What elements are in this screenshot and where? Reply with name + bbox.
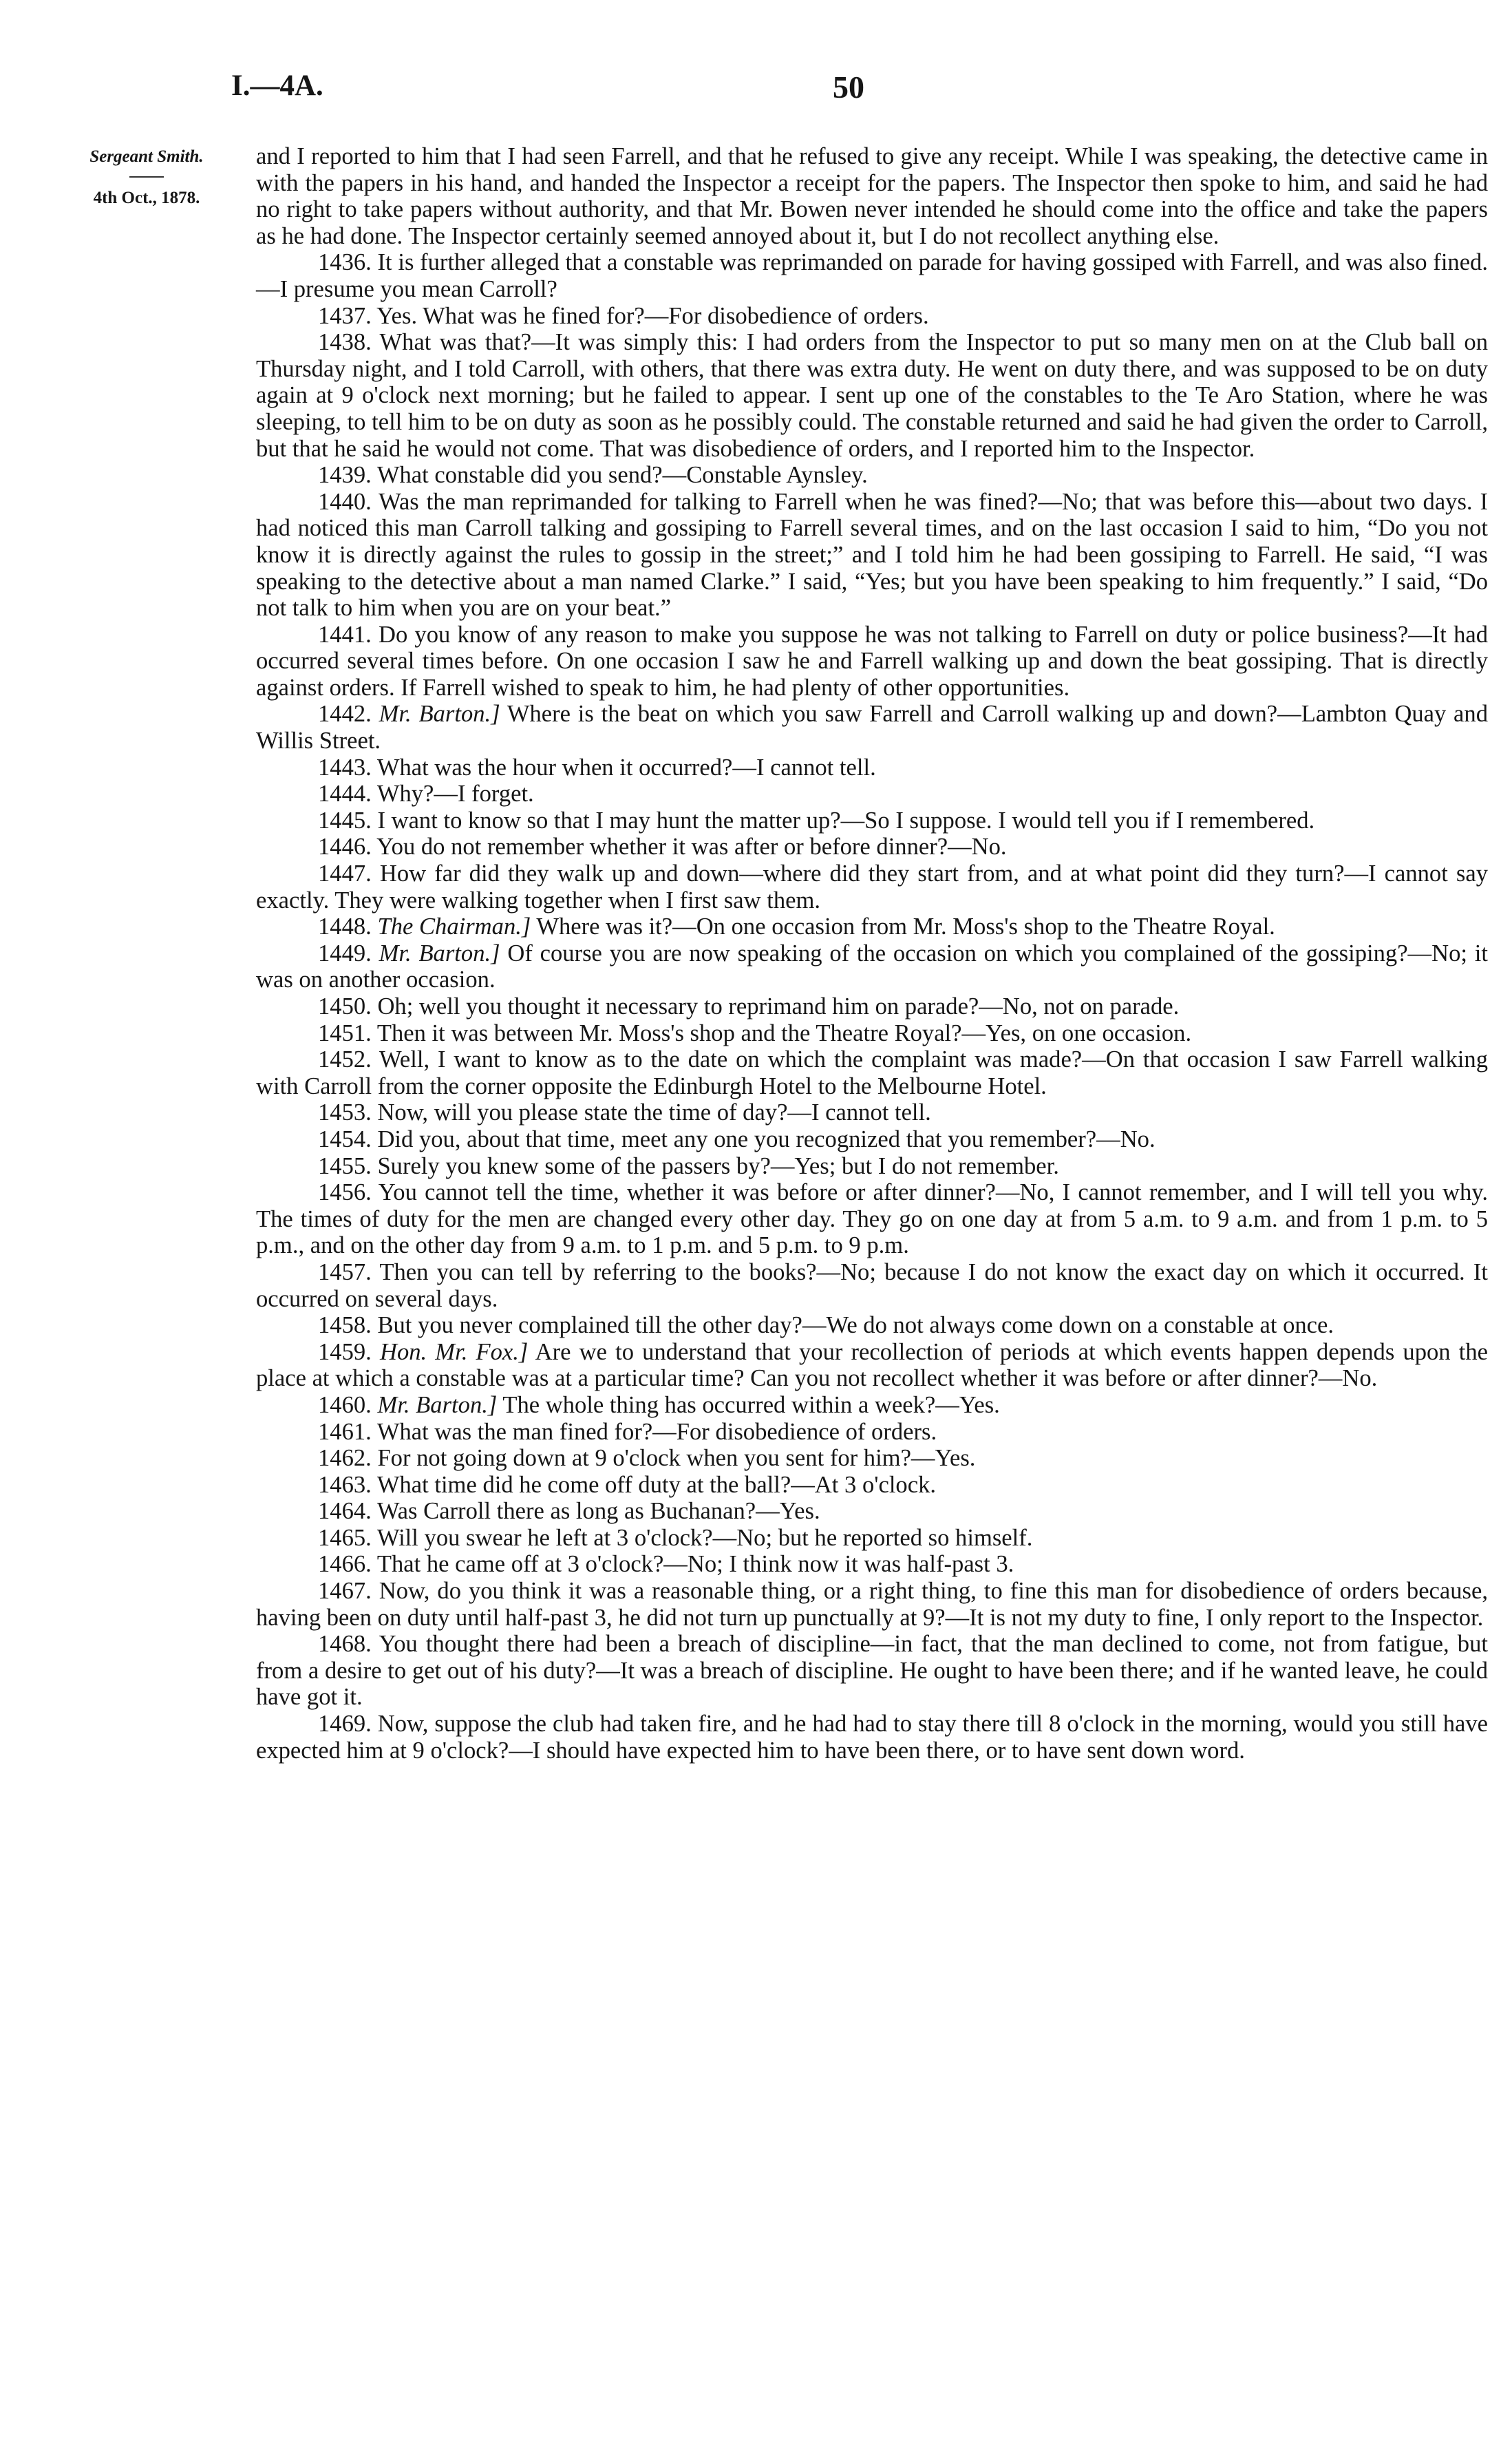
margin-note: [54, 146, 239, 209]
paragraph-text: Of course you are now speaking of the occasion on which you complained of the gossiping?—No; it was on another occasion.: [256, 940, 1488, 993]
paragraph-text: 1450. Oh; well you thought it necessary to reprimand him on parade?—No, not on parade.: [318, 993, 1180, 1020]
paragraph: [256, 1259, 1488, 1312]
paragraph-text: 1439. What constable did you send?—Constable Aynsley.: [318, 462, 868, 489]
paragraph: [256, 781, 1488, 807]
paragraph: [256, 914, 1488, 940]
paragraph: [256, 1551, 1488, 1578]
paragraph: [256, 1525, 1488, 1552]
speaker-label: Mr. Barton.]: [379, 701, 500, 728]
paragraph: [256, 1498, 1488, 1525]
paragraph: [256, 1472, 1488, 1499]
paragraph-text: 1464. Was Carroll there as long as Buchanan?—Yes.: [318, 1498, 820, 1525]
paragraph: [256, 993, 1488, 1020]
paragraph-text: and I reported to him that I had seen Farrell, and that he refused to give any receipt. While I was speaking, the detective came in with the papers in his hand, and handed the Inspector a receipt for the papers. The Inspector then spoke to him, and said he had no right to take papers without authority, and that Mr. Bowen never intended he should come into the office and take the papers as he had done. The Inspector certainly seemed annoyed about it, but I do not recollect anything else.: [256, 143, 1488, 249]
question-number: 1459.: [318, 1338, 372, 1365]
paragraph-text: 1458. But you never complained till the other day?—We do not always come down on a constable at once.: [318, 1312, 1334, 1339]
question-number: 1448.: [318, 914, 372, 940]
paragraph-text: 1469. Now, suppose the club had taken fire, and he had had to stay there till 8 o'clock in the morning, would you still have expected him at 9 o'clock?—I should have expected him to have been there, or to have sent down word.: [256, 1711, 1488, 1764]
paragraph-text: 1456. You cannot tell the time, whether it was before or after dinner?—No, I cannot remember, and I will tell you why. The times of duty for the men are changed every other day. They go on one day at from 5 a.m. to 9 a.m. and from 1 p.m. to 5 p.m., and on the other day from 9 a.m. to 1 p.m. and 5 p.m. to 9 p.m.: [256, 1179, 1488, 1259]
question-number: 1449.: [318, 940, 372, 967]
paragraph: [256, 1631, 1488, 1711]
paragraph-text: 1454. Did you, about that time, meet any one you recognized that you remember?—No.: [318, 1126, 1156, 1152]
speaker-label: The Chairman.]: [377, 914, 531, 940]
paragraph-text: Where was it?—On one occasion from Mr. Moss's shop to the Theatre Royal.: [536, 914, 1275, 940]
paragraph: [256, 860, 1488, 914]
speaker-label: Mr. Barton.]: [379, 940, 500, 967]
paragraph: [256, 1046, 1488, 1099]
paragraph-text: 1463. What time did he come off duty at the ball?—At 3 o'clock.: [318, 1471, 937, 1498]
paragraph: [256, 1312, 1488, 1339]
speaker-label: Hon. Mr. Fox.]: [379, 1338, 529, 1365]
paragraph-text: 1466. That he came off at 3 o'clock?—No; I think now it was half-past 3.: [318, 1551, 1014, 1578]
margin-date: 4th Oct., 1878.: [93, 189, 200, 207]
paragraph: [256, 754, 1488, 781]
paragraph-text: 1455. Surely you knew some of the passers by?—Yes; but I do not remember.: [318, 1152, 1059, 1179]
paragraph: [256, 1153, 1488, 1180]
paragraph: [256, 807, 1488, 834]
paragraph: [256, 1578, 1488, 1631]
paragraph: [256, 303, 1488, 330]
paragraph-text: 1438. What was that?—It was simply this: I had orders from the Inspector to put so many men on at the Club ball on Thursday night, and I told Carroll, with others, that there was extra duty. He went on duty there, and was supposed to be on duty again at 9 o'clock next morning; but he failed to appear. I sent up one of the constables to the Te Aro Station, where he was sleeping, to tell him to be on duty as soon as he possibly could. The constable returned and said he had given the order to Carroll, but that he said he would not come. That was disobedience of orders, and I reported him to the Inspector.: [256, 329, 1488, 462]
paragraph-text: 1437. Yes. What was he fined for?—For disobedience of orders.: [318, 302, 929, 329]
paragraph: [256, 1179, 1488, 1259]
paragraph-text: 1447. How far did they walk up and down—where did they start from, and at what point did they turn?—I cannot say exactly. They were walking together when I first saw them.: [256, 860, 1488, 914]
paragraph: [256, 1126, 1488, 1153]
paragraph: [256, 462, 1488, 489]
paragraph: [256, 1711, 1488, 1764]
question-number: 1460.: [318, 1391, 372, 1418]
paragraph: [256, 1419, 1488, 1446]
paragraph: [256, 622, 1488, 701]
paragraph-text: 1467. Now, do you think it was a reasonable thing, or a right thing, to fine this man for disobedience of orders because, having been on duty until half-past 3, he did not turn up punctually at 9?—It is not my duty to fine, I only report to the Inspector.: [256, 1578, 1488, 1631]
paragraph-text: 1436. It is further alleged that a constable was reprimanded on parade for having gossiped with Farrell, and was also fined.—I presume you mean Carroll?: [256, 249, 1488, 302]
paragraph-text: 1453. Now, will you please state the time of day?—I cannot tell.: [318, 1099, 931, 1126]
paragraph-text: 1441. Do you know of any reason to make you suppose he was not talking to Farrell on duty or police business?—It had occurred several times before. On one occasion I saw he and Farrell walking up and down the beat gossiping. That is directly against orders. If Farrell wished to speak to him, he had plenty of other opportunities.: [256, 621, 1488, 701]
paragraph: [256, 1445, 1488, 1472]
document-reference: I.—4A.: [231, 70, 323, 102]
paragraph: [256, 834, 1488, 860]
paragraph-text: 1457. Then you can tell by referring to the books?—No; because I do not know the exact day on which it occurred. It occurred on several days.: [256, 1258, 1488, 1312]
paragraph: [256, 1099, 1488, 1126]
paragraph-text: 1451. Then it was between Mr. Moss's shop and the Theatre Royal?—Yes, on one occasion.: [318, 1020, 1192, 1046]
paragraph-text: 1468. You thought there had been a breach of discipline—in fact, that the man declined to come, not from fatigue, but from a desire to get out of his duty?—It was a breach of discipline. He ought to have been there; and if he wanted leave, he could have got it.: [256, 1631, 1488, 1711]
page-number: 50: [833, 70, 864, 105]
paragraph: [256, 940, 1488, 993]
paragraph-text: Where is the beat on which you saw Farrell and Carroll walking up and down?—Lambton Quay and Willis Street.: [256, 701, 1488, 754]
margin-divider: [129, 176, 164, 178]
paragraph: [256, 1392, 1488, 1419]
paragraph: [256, 143, 1488, 249]
paragraph-text: 1462. For not going down at 9 o'clock when you sent for him?—Yes.: [318, 1445, 976, 1472]
paragraph: [256, 1339, 1488, 1392]
paragraph-text: 1445. I want to know so that I may hunt the matter up?—So I suppose. I would tell you if I remembered.: [318, 807, 1315, 834]
paragraph: [256, 701, 1488, 754]
paragraph: [256, 249, 1488, 302]
paragraph-text: 1440. Was the man reprimanded for talking to Farrell when he was fined?—No; that was before this—about two days. I had noticed this man Carroll talking and gossiping to Farrell several times, and on the last occasion I said to him, “Do you not know it is directly against the rules to gossip in the street;” and I told him he had been gossiping to Farrell. He said, “I was speaking to the detective about a man named Clarke.” I said, “Yes; but you have been speaking to him frequently.” I said, “Do not talk to him when you are on your beat.”: [256, 488, 1488, 622]
paragraph: [256, 329, 1488, 462]
paragraph-text: 1461. What was the man fined for?—For disobedience of orders.: [318, 1418, 937, 1445]
paragraph: [256, 489, 1488, 622]
question-number: 1442.: [318, 701, 372, 728]
margin-speaker: Sergeant Smith.: [89, 147, 204, 166]
paragraph-text: The whole thing has occurred within a week?—Yes.: [502, 1391, 1000, 1418]
paragraph-text: 1465. Will you swear he left at 3 o'clock?—No; but he reported so himself.: [318, 1524, 1033, 1551]
body-text: [256, 143, 1488, 1764]
page-header: [0, 69, 1512, 117]
paragraph: [256, 1020, 1488, 1047]
paragraph-text: 1443. What was the hour when it occurred?—I cannot tell.: [318, 754, 876, 781]
speaker-label: Mr. Barton.]: [377, 1391, 498, 1418]
paragraph-text: 1452. Well, I want to know as to the date on which the complaint was made?—On that occasion I saw Farrell walking with Carroll from the corner opposite the Edinburgh Hotel to the Melbourne Hotel.: [256, 1046, 1488, 1099]
paragraph-text: 1446. You do not remember whether it was after or before dinner?—No.: [318, 834, 1007, 860]
paragraph-text: Are we to understand that your recollection of periods at which events happen depends upon the place at which a constable was at a particular time? Can you not recollect whether it was before or after dinner?—No.: [256, 1338, 1488, 1392]
paragraph-text: 1444. Why?—I forget.: [318, 781, 534, 807]
